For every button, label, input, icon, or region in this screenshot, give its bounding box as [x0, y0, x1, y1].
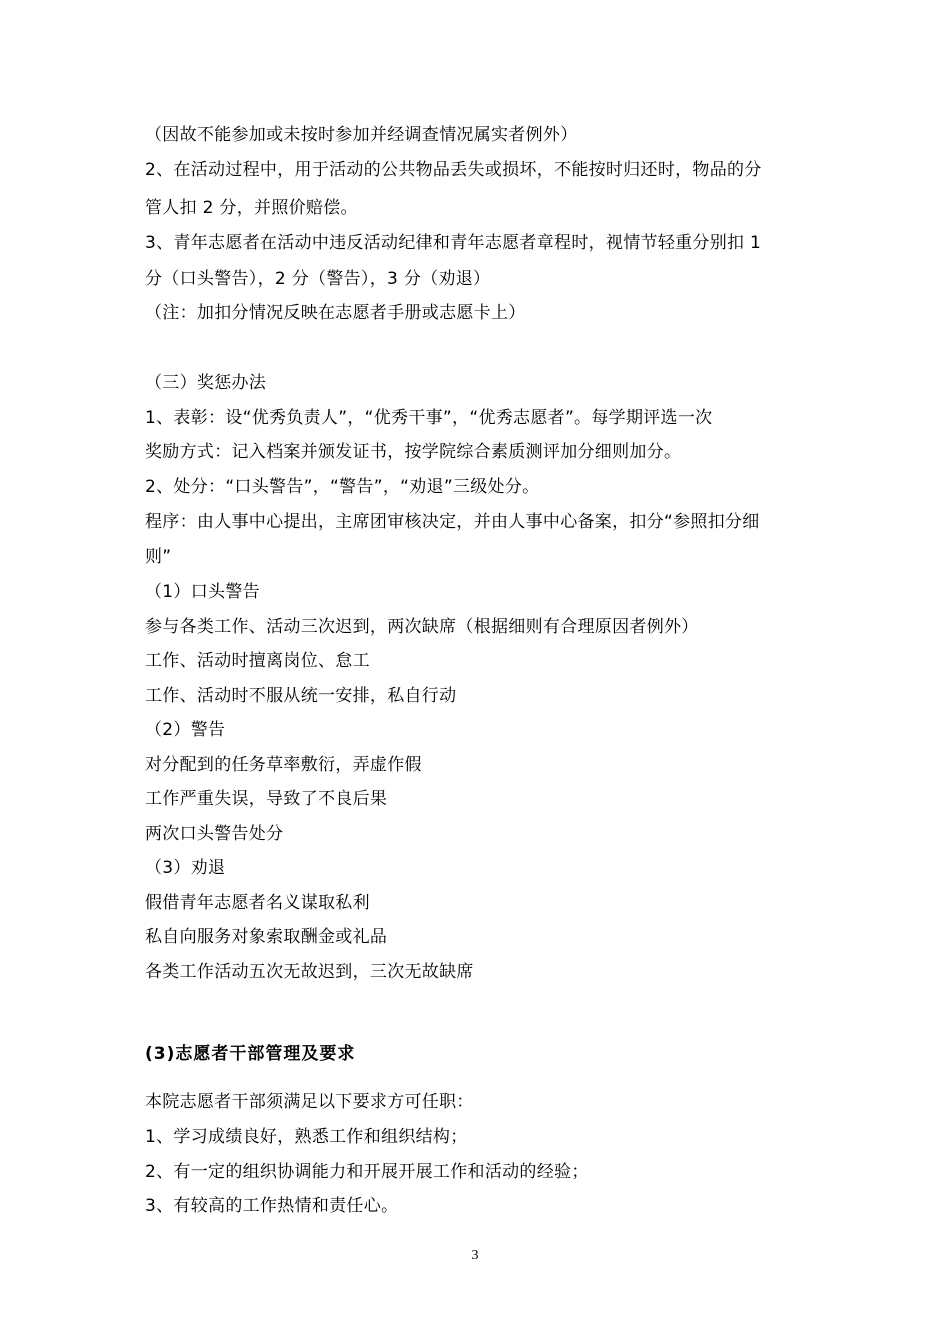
text-line: 奖励方式：记入档案并颁发证书，按学院综合素质测评加分细则加分。 [145, 442, 682, 462]
text-line: 管人扣 2 分，并照价赔偿。 [145, 198, 358, 218]
text-line: 3、有较高的工作热情和责任心。 [145, 1196, 399, 1216]
text-line: 两次口头警告处分 [145, 824, 284, 844]
subsection-heading: （1）口头警告 [145, 582, 260, 602]
text-line: 程序：由人事中心提出，主席团审核决定，并由人事中心备案，扣分“参照扣分细 [145, 512, 760, 532]
section-title: (3)志愿者干部管理及要求 [145, 1044, 356, 1064]
text-line: 1、表彰：设“优秀负责人”，“优秀干事”，“优秀志愿者”。每学期评选一次 [145, 408, 713, 428]
text-line: 工作、活动时不服从统一安排，私自行动 [145, 686, 457, 706]
text-line: 私自向服务对象索取酬金或礼品 [145, 927, 388, 947]
text-line: 工作、活动时擅离岗位、怠工 [145, 651, 370, 671]
section-heading: （三）奖惩办法 [145, 373, 267, 393]
text-line: 各类工作活动五次无故迟到，三次无故缺席 [145, 962, 474, 982]
text-line: 1、学习成绩良好，熟悉工作和组织结构； [145, 1127, 468, 1147]
text-line: 2、有一定的组织协调能力和开展开展工作和活动的经验； [145, 1162, 589, 1182]
text-line: （注：加扣分情况反映在志愿者手册或志愿卡上） [145, 303, 526, 323]
subsection-heading: （3）劝退 [145, 858, 226, 878]
text-line: 分（口头警告），2 分（警告），3 分（劝退） [145, 269, 491, 289]
text-line: 工作严重失误，导致了不良后果 [145, 789, 388, 809]
subsection-heading: （2）警告 [145, 720, 226, 740]
text-line: 2、处分：“口头警告”，“警告”，“劝退”三级处分。 [145, 477, 540, 497]
text-line: 则” [145, 547, 172, 567]
text-line: （因故不能参加或未按时参加并经调查情况属实者例外） [145, 125, 578, 145]
text-line: 2、在活动过程中，用于活动的公共物品丢失或损坏，不能按时归还时，物品的分 [145, 160, 762, 180]
text-line: 本院志愿者干部须满足以下要求方可任职： [145, 1092, 474, 1112]
text-line: 3、青年志愿者在活动中违反活动纪律和青年志愿者章程时，视情节轻重分别扣 1 [145, 233, 762, 253]
text-line: 参与各类工作、活动三次迟到，两次缺席（根据细则有合理原因者例外） [145, 617, 699, 637]
page-number: 3 [471, 1248, 479, 1263]
text-line: 假借青年志愿者名义谋取私利 [145, 893, 370, 913]
text-line: 对分配到的任务草率敷衍，弄虚作假 [145, 755, 422, 775]
